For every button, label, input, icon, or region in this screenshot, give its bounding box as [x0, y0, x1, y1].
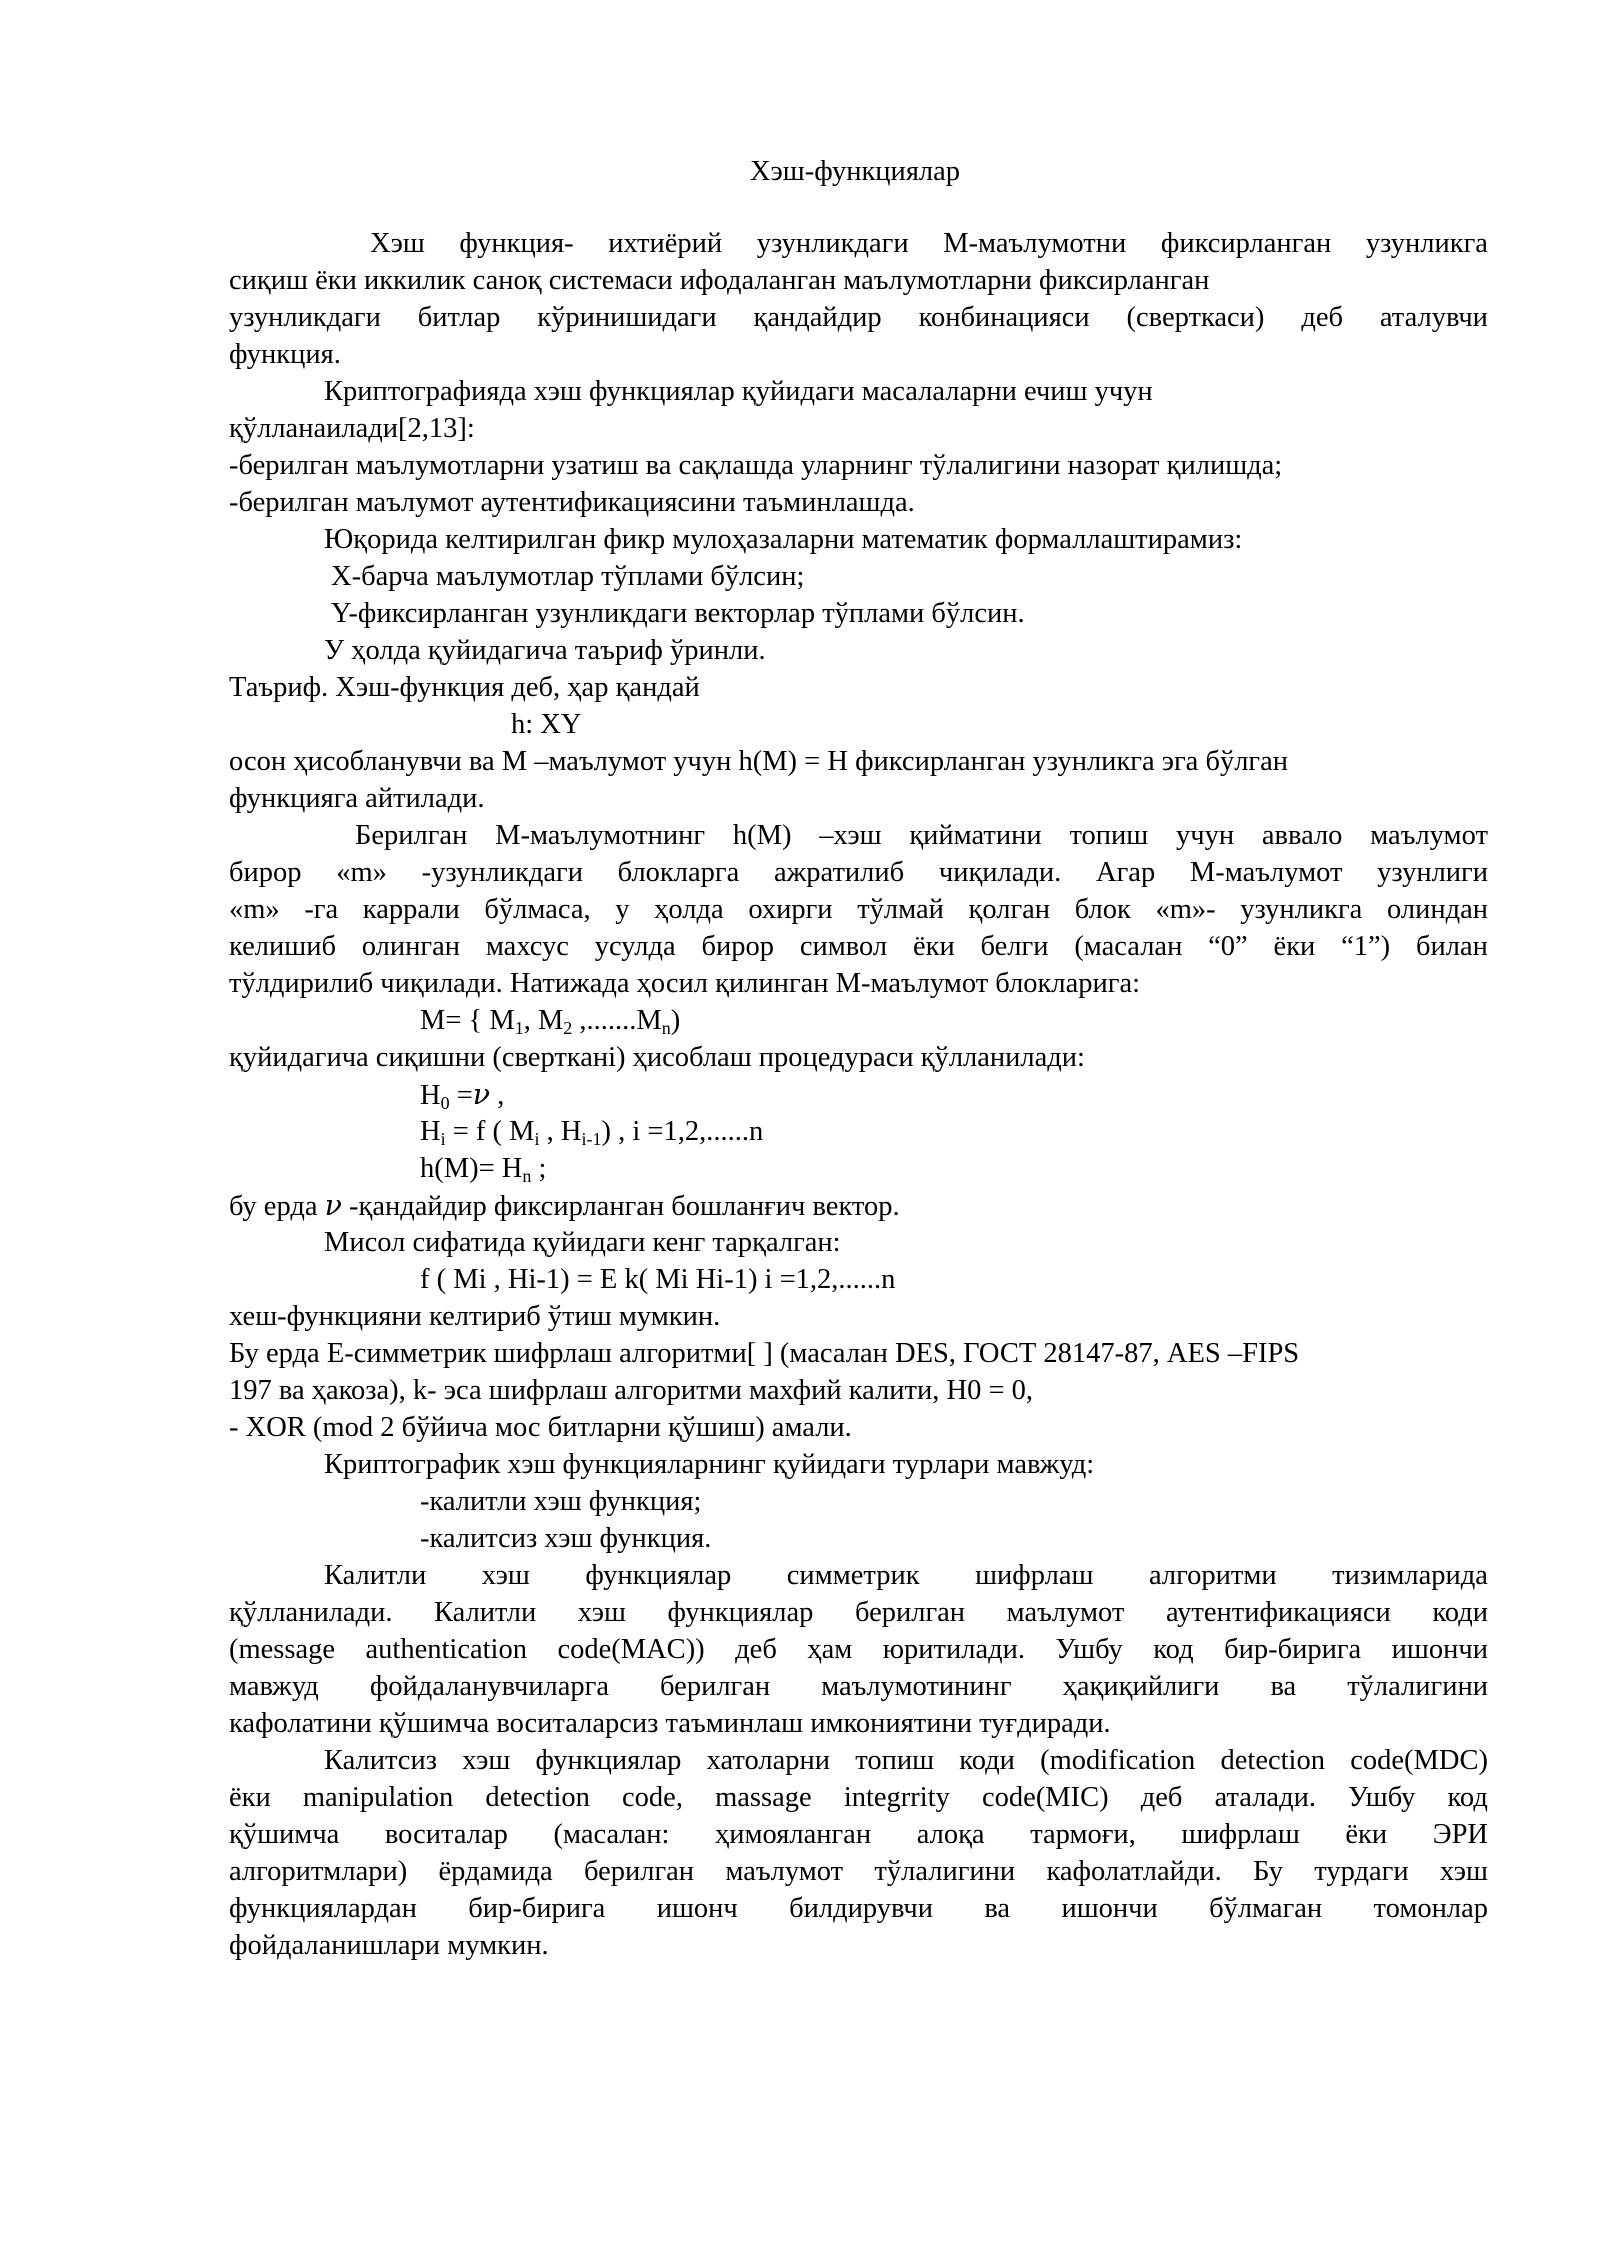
p6-line-3: хеш-функцияни келтириб ўтиш мумкин. [229, 1301, 721, 1332]
p2-line-3: -берилган маълумотларни узатиш ва сақлашда уларнинг тўлалигини назорат қилишда; [229, 450, 1283, 481]
p6-line-5: 197 ва ҳакоза), k- эса шифрлаш алгоритми махфий калити, H0 = 0, [229, 1375, 1034, 1406]
p9-line-5: функциялардан бир-бирига ишонч билдирувчи ва ишончи бўлмаган томонлар [229, 1893, 1488, 1924]
equation-hi: $H_i = f$ ( $M_i$ , $H_{i-1}$) , i =1,2,......n [420, 1116, 764, 1149]
p6-line-4: Бу ерда E-симметрик шифрлаш алгоритми[ ] (масалан DES, ГОСТ 28147-87, AES –FIPS [229, 1338, 1300, 1369]
p4-line-3: «m» -га каррали бўлмаса, у ҳолда охирги тўлмай қолган блок «m»- узунликга олиндан [229, 894, 1488, 925]
p3-line-4: У ҳолда қуйидагича таъриф ўринли. [324, 635, 766, 666]
p3-line-1: Юқорида келтирилган фикр мулоҳазаларни математик формаллаштирамиз: [324, 524, 1243, 555]
p3-line-2: X-барча маълумотлар тўплами бўлсин; [331, 561, 805, 592]
p6-line-2: Мисол сифатида қуйидаги кенг тарқалган: [324, 1227, 841, 1258]
p8-line-2: қўлланилади. Калитли хэш функциялар берилган маълумот аутентификацияси коди [229, 1597, 1488, 1628]
p4-line-4: келишиб олинган махсус усулда бирор символ ёки белги (масалан “0” ёки “1”) билан [229, 931, 1488, 962]
p8-line-4: мавжуд фойдаланувчиларга берилган маълумотининг ҳақиқийлиги ва тўлалигини [229, 1671, 1488, 1702]
p9-line-2: ёки manipulation detection code, massage integrrity code(MIC) деб аталади. Ушбу код [229, 1782, 1488, 1813]
p6-line-1: бу ерда ν -қандайдир фиксирланган бошланғич вектор. [229, 1189, 900, 1222]
equation-h0: $H_0 =\nu$ , [420, 1078, 505, 1113]
p2-line-4: -берилган маълумот аутентификациясини таъминлашда. [229, 487, 915, 518]
p8-line-5: кафолатини қўшимча воситаларсиз таъминлаш имкониятини туғдиради. [229, 1708, 1111, 1739]
p4-line-1: Берилган М-маълумотнинг h(M) –хэш қийматини топиш учун аввало маълумот [355, 820, 1488, 851]
blocks-formula: M= { $M_1$, $M_2$ $,.......M_n$) [420, 1005, 681, 1038]
definition-line-3: функцияга айтилади. [229, 783, 485, 814]
definition-line-1: Таъриф. Хэш-функция деб, ҳар қандай [229, 672, 700, 703]
p3-line-3: Y-фиксирланган узунликдаги векторлар тўплами бўлсин. [331, 598, 1025, 629]
equation-hm: $h(M)= H_n$ ; [420, 1153, 547, 1186]
p1-line-4: функция. [229, 339, 341, 370]
definition-line-2: осон ҳисобланувчи ва М –маълумот учун h(M) = H фиксирланган узунликга эга бўлган [229, 746, 1289, 777]
p9-line-1: Калитсиз хэш функциялар хатоларни топиш коди (modification detection code(MDC) [324, 1745, 1488, 1776]
p6-formula: f ( Mi , Hi-1) = E k( Mi Hi-1) i =1,2,......n [420, 1264, 896, 1295]
p2-line-1: Криптографияда хэш функциялар қуйидаги масалаларни ечиш учун [324, 376, 1153, 407]
p7-line-2: -калитли хэш функция; [420, 1486, 702, 1517]
p8-line-1: Калитли хэш функциялар симметрик шифрлаш алгоритми тизимларида [324, 1560, 1488, 1591]
p9-line-6: фойдаланишлари мумкин. [229, 1930, 549, 1961]
p4-line-2: бирор «m» -узунликдаги блокларга ажратилиб чиқилади. Агар М-маълумот узунлиги [229, 857, 1488, 888]
p9-line-4: алгоритмлари) ёрдамида берилган маълумот тўлалигини кафолатлайди. Бу турдаги хэш [229, 1856, 1488, 1887]
p4-line-5: тўлдирилиб чиқилади. Натижада ҳосил қилинган М-маълумот блокларига: [229, 968, 1141, 999]
p1-line-2: сиқиш ёки иккилик саноқ системаси ифодаланган маълумотларни фиксирланган [229, 265, 1210, 296]
definition-formula: h: XY [511, 709, 582, 740]
p8-line-3: (message authentication code(MAC)) деб ҳам юритилади. Ушбу код бир-бирига ишончи [229, 1634, 1488, 1665]
document-title: Хэш-функциялар [749, 156, 961, 187]
nu-symbol: ν [324, 1189, 342, 1222]
p5-line-1: қуйидагича сиқишни (свертканi) ҳисоблаш процедураси қўлланилади: [229, 1042, 1085, 1073]
p1-line-3: узунликдаги битлар кўринишидаги қандайдир конбинацияси (сверткаси) деб аталувчи [229, 302, 1488, 333]
p6-line-6: - XOR (mod 2 бўйича мос битларни қўшиш) амали. [229, 1412, 852, 1443]
p7-line-1: Криптографик хэш функцияларнинг қуйидаги турлари мавжуд: [324, 1449, 1095, 1480]
p7-line-3: -калитсиз хэш функция. [420, 1523, 712, 1554]
p9-line-3: қўшимча воситалар (масалан: ҳимояланган алоқа тармоғи, шифрлаш ёки ЭРИ [229, 1819, 1488, 1850]
p2-line-2: қўлланаилади[2,13]: [229, 413, 475, 444]
p1-line-1: Хэш функция- ихтиёрий узунликдаги М-маълумотни фиксирланган узунликга [370, 228, 1488, 259]
nu-symbol: ν [472, 1078, 491, 1111]
